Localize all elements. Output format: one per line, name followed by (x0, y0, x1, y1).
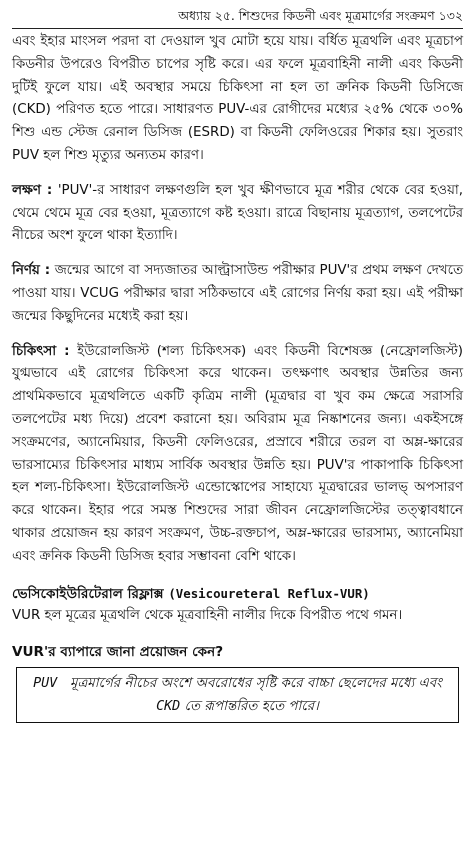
note-text-2: তে রূপান্তরিত হতে পারে। (184, 699, 319, 715)
symptoms-term: লক্ষণ : (12, 182, 53, 198)
vur-subheading: VUR'র ব্যাপারে জানা প্রয়োজন কেন? (12, 644, 224, 661)
vur-definition: VUR হল মূত্রের মূত্রথলি থেকে মূত্রবাহিনী নালীর দিকে বিপরীত পথে গমন। (12, 607, 403, 623)
vur-heading (12, 583, 463, 605)
diagnosis-term: নির্ণয় : (12, 263, 51, 279)
symptoms-text: 'PUV'-র সাধারণ লক্ষণগুলি হল খুব ক্ষীণভাবে মূত্র শরীর থেকে বের হওয়া, থেমে থেমে মূত্র বের হওয়া, মূত্রত্যাগে কষ্ট হওয়া। রাত্রে বিছানায় মূত্রত্যাগ, তলপেটের নীচের অংশ ফুলে থাকা ইত্যাদি। (12, 182, 463, 244)
paragraph-gap (12, 329, 463, 341)
vur-heading-english: (Vesicoureteral Reflux-VUR) (168, 585, 370, 601)
paragraph-gap (12, 168, 463, 180)
treatment-text: ইউরোলজিস্ট (শল্য চিকিৎসক) এবং কিডনী বিশেষজ্ঞ (নেফ্রোলজিস্ট) যুগ্মভাবে এই রোগের চিকিৎসা করে থাকেন। তৎক্ষণাৎ অবস্থার উন্নতির জন্য প্রাথমিকভাবে মূত্রথলিতে একটি কৃত্রিম নালী (মূত্রদ্বার বা খুব কম ক্ষেত্রে সরাসরি তলপেটের মধ্য দিয়ে) প্রবেশ করানো হয়। অবিরাম মূত্র নিষ্কাশনের জন্য। একইসঙ্গে সংক্রমণের, অ্যানেমিয়ার, কিডনী ফেলিওরের, প্রস্রাবে শরীরে তরল বা অম্ল-ক্ষারের ভারসাম্যের চিকিৎসার মাধ্যম সার্বিক অবস্থার উন্নতি হয়। PUV'র পাকাপাকি চিকিৎসা হল শল্য-চিকিৎসা। ইউরোলজিস্ট এন্ডোস্কোপের সাহায্যে মূত্রদ্বারের ভালভ্ অপসারণ করে থাকেন। ইহার পরে সমস্ত শিশুদের সারা জীবন নেফ্রোলজিস্টের তত্ত্বাবধানে থাকার প্রয়োজন হয় কারণ সংক্রমণ, উচ্চ-রক্তচাপ, অম্ল-ক্ষারের ভারসাম্য, অ্যানেমিয়া এবং ক্রনিক কিডনী ডিসিজ হবার সম্ভাবনা বেশি থাকে। (12, 343, 463, 564)
note-text-1: মূত্রমার্গের নীচের অংশে অবরোধের সৃষ্টি করে বাচ্চা ছেলেদের মধ্যে এবং (70, 676, 442, 692)
note-box (16, 667, 459, 723)
symptoms-paragraph (12, 180, 463, 248)
note-abbr-ckd: CKD (156, 699, 181, 715)
paragraph-gap (12, 248, 463, 260)
treatment-term: চিকিৎসা : (12, 343, 70, 359)
running-header: অধ্যায় ২৫. শিশুদের কিডনী এবং মূত্রমার্গের সংক্রমণ ১৩২ (12, 6, 463, 29)
treatment-paragraph (12, 341, 463, 569)
vur-heading-bengali: ভেসিকোইউরিটেরাল রিফ্লাক্স (12, 585, 164, 602)
diagnosis-text: জন্মের আগে বা সদ্যজাতর আল্ট্রাসাউন্ড পরীক্ষার PUV'র প্রথম লক্ষণ দেখতে পাওয়া যায়। VCUG পরীক্ষার দ্বারা সঠিকভাবে এই রোগের নির্ণয় করা হয়। এই পরীক্ষা জন্মের কিছুদিনের মধ্যেই করা হয়। (12, 263, 463, 324)
intro-paragraph: এবং ইহার মাংসল পরদা বা দেওয়াল খুব মোটা হয়ে যায়। বর্ধিত মূত্রথলি এবং মূত্রচাপ কিডনীর উপরেও বিপরীত চাপের সৃষ্টি করে। এর ফলে মূত্রবাহিনী নালী এবং কিডনী দুটিই ফুলে যায়। এই অবস্থার সময়ে চিকিৎসা না হল তা ক্রনিক কিডনী ডিসিজে (CKD) পরিণত হতে পারে। সাধারণত PUV-এর রোগীদের মধ্যের ২৫% থেকে ৩০% শিশু এন্ড স্টেজ রেনাল ডিসিজ (ESRD) বা কিডনী ফেলিওরের শিকার হয়। সুতরাং PUV হল শিশু মৃত্যুর অন্যতম কারণ। (12, 34, 463, 163)
diagnosis-paragraph (12, 260, 463, 328)
note-abbr-puv: PUV (33, 676, 58, 692)
